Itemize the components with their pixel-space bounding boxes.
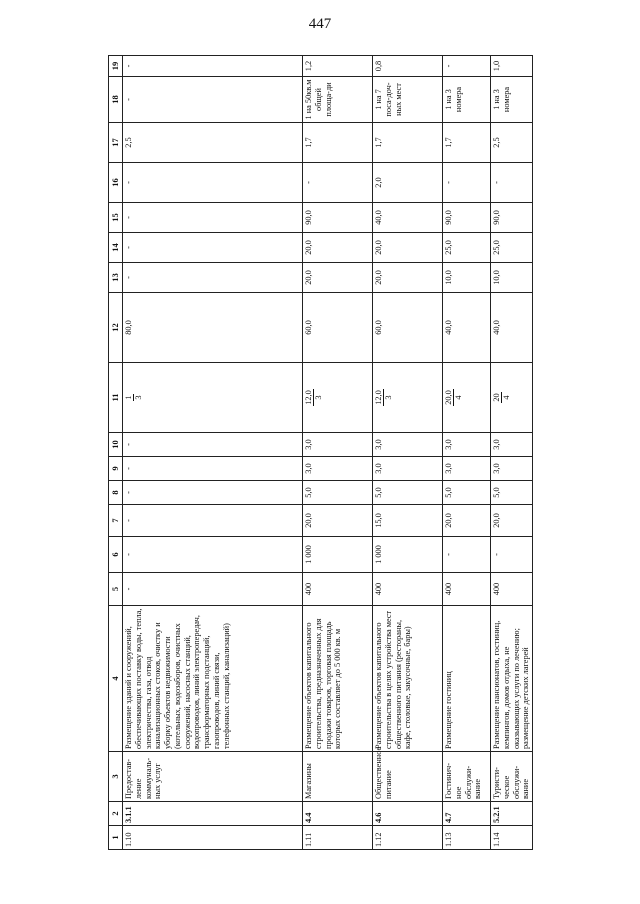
header-cell: 18: [109, 77, 123, 123]
row-number: 1.12: [373, 826, 443, 850]
table-cell: 400: [443, 573, 491, 606]
header-cell: 14: [109, 233, 123, 263]
table-cell: 5,0: [303, 481, 373, 505]
header-cell: 3: [109, 752, 123, 802]
header-cell: 15: [109, 203, 123, 233]
table-cell: 20,0: [443, 505, 491, 537]
fraction-numerator: 12,0: [304, 390, 313, 405]
land-use-name: Предостав-ление коммуналь-ных услуг: [123, 752, 303, 802]
fraction-denominator: 3: [314, 395, 324, 400]
table-cell: -: [491, 163, 533, 203]
table-cell: -: [123, 56, 303, 77]
land-use-name: Туристи-ческое обслужи-вание: [491, 752, 533, 802]
table-cell: -: [443, 163, 491, 203]
table-cell: 3,0: [443, 433, 491, 457]
header-cell: 6: [109, 537, 123, 573]
fraction-cell: [443, 363, 491, 433]
table-cell: 90,0: [443, 203, 491, 233]
fraction-numerator: 20,0: [444, 390, 453, 405]
table-cell: -: [123, 573, 303, 606]
land-use-name: Гостинич-ное обслужи-вание: [443, 752, 491, 802]
land-use-code: 4.4: [303, 802, 373, 826]
table-cell: 400: [373, 573, 443, 606]
table-cell: 1,7: [373, 123, 443, 163]
table-cell: -: [303, 163, 373, 203]
table-cell: 1 на 50кв.м общей площа-ди: [303, 77, 373, 123]
table-cell: -: [123, 481, 303, 505]
table-cell: 1 на 7 поса-доч-ных мест: [373, 77, 443, 123]
table-cell: 15,0: [373, 505, 443, 537]
fraction-cell: [123, 363, 303, 433]
header-cell: 1: [109, 826, 123, 850]
table-cell: 3,0: [303, 457, 373, 481]
page-number: 447: [308, 16, 332, 32]
fraction-numerator: 1: [124, 395, 133, 400]
table-cell: 40,0: [491, 293, 533, 363]
land-use-description: Размещение объектов капитального строительства, предназначенных для продажи товаров, торговая площадь которых составляет до 5 000 кв. м: [303, 606, 373, 752]
table-row: [373, 56, 443, 850]
fraction-denominator: 4: [454, 395, 464, 400]
table-cell: 3,0: [491, 457, 533, 481]
regulations-table: [108, 55, 533, 850]
table-cell: 400: [491, 573, 533, 606]
table-cell: 400: [303, 573, 373, 606]
table-cell: 3,0: [373, 433, 443, 457]
table-cell: 60,0: [303, 293, 373, 363]
table-cell: 1 на 3 номера: [443, 77, 491, 123]
table-cell: 5,0: [443, 481, 491, 505]
table-cell: 3,0: [303, 433, 373, 457]
land-use-description: Размещение гостиниц: [443, 606, 491, 752]
table-cell: 0,8: [373, 56, 443, 77]
fraction-numerator: 20: [492, 393, 501, 402]
row-number: 1.11: [303, 826, 373, 850]
table-cell: 2,5: [123, 123, 303, 163]
table-cell: 80,0: [123, 293, 303, 363]
land-use-code: 4.6: [373, 802, 443, 826]
table-row: [303, 56, 373, 850]
header-cell: 8: [109, 481, 123, 505]
land-use-code: 4.7: [443, 802, 491, 826]
header-cell: 12: [109, 293, 123, 363]
table-cell: 1 000: [373, 537, 443, 573]
header-cell: 5: [109, 573, 123, 606]
table-cell: 10,0: [443, 263, 491, 293]
land-use-description: Размещение зданий и сооружений, обеспечивающих поставку воды, тепла, электричества, газа, отвод канализационных стоков, очистку и уборку объектов недвижимости (котельных, водозаборов, очистных сооружений, насосных станций, водопроводов, линий электропередач, трансформаторных подстанций, газопроводов, линий связи, телефонных станций, канализаций): [123, 606, 303, 752]
table-header-row: [109, 56, 123, 850]
land-use-code: 3.1.1: [123, 802, 303, 826]
fraction-cell: [373, 363, 443, 433]
table-cell: 2,0: [373, 163, 443, 203]
table-cell: 20,0: [303, 505, 373, 537]
table-cell: 5,0: [491, 481, 533, 505]
table-cell: 1,2: [303, 56, 373, 77]
table-cell: -: [123, 457, 303, 481]
table-cell: 1,7: [443, 123, 491, 163]
table-cell: 40,0: [443, 293, 491, 363]
table-cell: 25,0: [491, 233, 533, 263]
header-cell: 13: [109, 263, 123, 293]
header-cell: 11: [109, 363, 123, 433]
fraction-numerator: 12,0: [374, 390, 383, 405]
rotated-table-container: [108, 56, 531, 850]
table-cell: -: [123, 203, 303, 233]
table-cell: 3,0: [443, 457, 491, 481]
table-cell: 40,0: [373, 203, 443, 233]
table-cell: 5,0: [373, 481, 443, 505]
table-cell: 90,0: [491, 203, 533, 233]
table-cell: -: [443, 56, 491, 77]
fraction-denominator: 3: [384, 395, 394, 400]
table-cell: -: [123, 77, 303, 123]
header-cell: 16: [109, 163, 123, 203]
table-cell: -: [123, 433, 303, 457]
table-cell: 20,0: [303, 233, 373, 263]
table-cell: -: [443, 537, 491, 573]
header-cell: 10: [109, 433, 123, 457]
table-cell: 3,0: [491, 433, 533, 457]
table-cell: 25,0: [443, 233, 491, 263]
table-cell: -: [123, 263, 303, 293]
table-cell: 20,0: [373, 233, 443, 263]
land-use-description: Размещение объектов капитального строительства в целях устройства мест общественного питания (рестораны, кафе, столовые, закусочные, бары): [373, 606, 443, 752]
header-cell: 9: [109, 457, 123, 481]
table-cell: 20,0: [373, 263, 443, 293]
table-cell: 60,0: [373, 293, 443, 363]
row-number: 1.10: [123, 826, 303, 850]
header-cell: 4: [109, 606, 123, 752]
fraction-cell: [303, 363, 373, 433]
table-cell: -: [123, 233, 303, 263]
fraction-cell: [491, 363, 533, 433]
row-number: 1.13: [443, 826, 491, 850]
table-cell: 1,7: [303, 123, 373, 163]
table-cell: 20,0: [303, 263, 373, 293]
row-number: 1.14: [491, 826, 533, 850]
header-cell: 19: [109, 56, 123, 77]
table-row: [443, 56, 491, 850]
land-use-description: Размещение пансионатов, гостиниц, кемпингов, домов отдыха, не оказывающих услуги по лечению; размещение детских лагерей: [491, 606, 533, 752]
land-use-name: Магазины: [303, 752, 373, 802]
table-cell: 1,0: [491, 56, 533, 77]
table-cell: 3,0: [373, 457, 443, 481]
table-cell: 1 на 3 номера: [491, 77, 533, 123]
table-cell: 20,0: [491, 505, 533, 537]
table-row: [123, 56, 303, 850]
header-cell: 17: [109, 123, 123, 163]
header-cell: 2: [109, 802, 123, 826]
table-cell: -: [491, 537, 533, 573]
table-row: [491, 56, 533, 850]
fraction-denominator: 3: [134, 395, 144, 400]
table-cell: -: [123, 505, 303, 537]
table-cell: 90,0: [303, 203, 373, 233]
header-cell: 7: [109, 505, 123, 537]
table-cell: -: [123, 537, 303, 573]
table-cell: -: [123, 163, 303, 203]
land-use-name: Общественное питание: [373, 752, 443, 802]
table-cell: 10,0: [491, 263, 533, 293]
fraction-denominator: 4: [502, 395, 512, 400]
table-cell: 2,5: [491, 123, 533, 163]
table-cell: 1 000: [303, 537, 373, 573]
land-use-code: 5.2.1: [491, 802, 533, 826]
